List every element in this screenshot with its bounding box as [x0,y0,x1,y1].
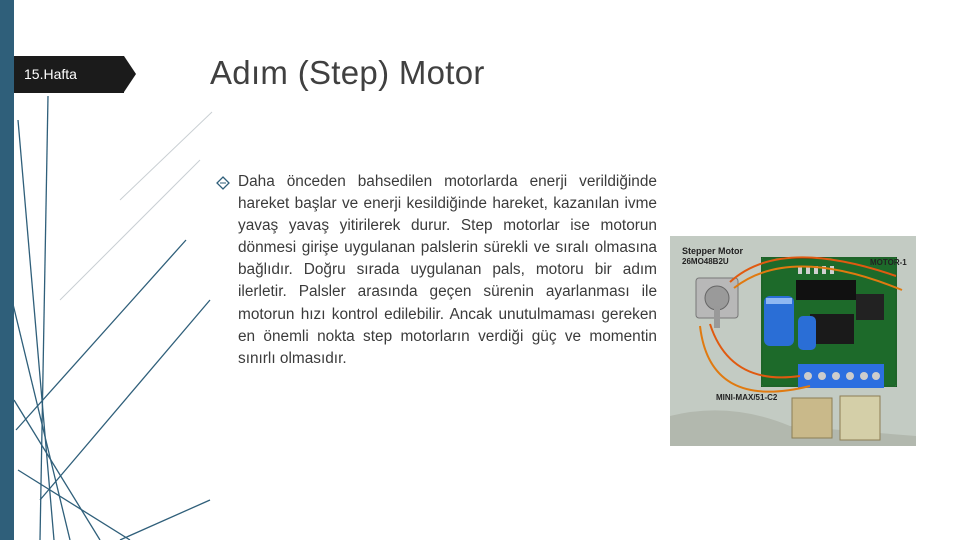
photo-label-model: 26MO48B2U [682,257,729,266]
photo-label-bottom: MINI-MAX/51-C2 [716,393,778,402]
photo-label-stepper: Stepper Motor [682,246,744,256]
stepper-motor-photo [670,236,916,446]
week-tag-arrow [124,56,136,92]
week-tag-label: 15.Hafta [24,66,77,82]
photo-label-board: MOTOR-1 [870,258,907,267]
diamond-bullet-icon [216,176,230,190]
slide-title: Adım (Step) Motor [210,54,485,91]
stepper-motor-illustration [670,236,916,446]
bullet-paragraph: Daha önceden bahsedilen motorlarda enerji verildiğinde hareket başlar ve enerji kesildiğinde hareket, kazanılan ivme yavaş yavaş yitirilerek durur. Step motorlar ise motorun dönmesi girişe uygulanan palslerin sürekli ve sıralı olmasına bağlıdır. Doğru sırada uygulanan pals, motoru bir adım ilerletir. Palsler arasında geçen sürenin ayarlanması ile motorun hızı kontrol edilebilir. Ancak unutulmaması gereken en önemli nokta step motorların verdiği güç ve momentin sınırlı olmasıdır. [238,173,657,367]
